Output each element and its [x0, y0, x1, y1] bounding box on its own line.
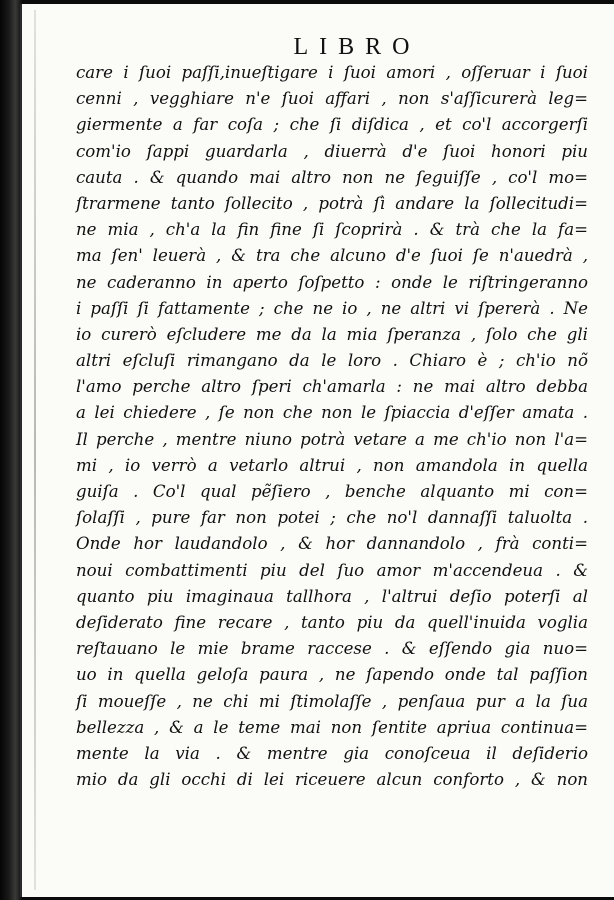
- text-line: cenni , vegghiare n'e ſuoi affari , non s'aſſicurerà leg=: [76, 89, 588, 109]
- text-line: l'amo perche altro ſperi ch'amarla : ne mai altro debba: [76, 377, 588, 397]
- text-line: Onde hor laudandolo , & hor dannandolo , frà conti=: [76, 534, 588, 554]
- text-line: ne mia , ch'a la fin fine ſi ſcoprirà . & trà che la fa=: [76, 220, 588, 240]
- text-line: quanto piu imaginaua tallhora , l'altrui deſio poterſi al: [76, 586, 588, 606]
- text-line: a lei chiedere , ſe non che non le ſpiaccia d'eſſer amata .: [76, 403, 588, 423]
- text-line: mente la via . & mentre gia conoſceua il deſiderio: [76, 743, 588, 763]
- text-line: mio da gli occhi di lei riceuere alcun conforto , & non: [76, 770, 588, 790]
- text-line: care i ſuoi paſſi,inueſtigare i ſuoi amori , oſſeruar i ſuoi: [76, 63, 588, 82]
- text-line: com'io ſappi guardarla , diuerrà d'e ſuoi honori piu: [76, 141, 588, 161]
- text-line: cauta . & quando mai altro non ne ſeguiſſe , co'l mo=: [76, 167, 588, 187]
- text-line: deſiderato fine recare , tanto piu da quell'inuida voglia: [76, 612, 588, 632]
- text-line: reſtauano le mie brame raccese . & eſſendo gia nuo=: [76, 639, 588, 659]
- text-line: ne caderanno in aperto ſoſpetto : onde le riſtringeranno: [76, 272, 588, 292]
- text-line: altri eſcluſi rimangano da le loro . Chiaro è ; ch'io nõ: [76, 351, 588, 371]
- text-line: mi , io verrò a vetarlo altrui , non amandola in quella: [76, 455, 588, 475]
- body-text: [76, 60, 588, 793]
- page-gutter-edge: [34, 10, 36, 890]
- text-line: ſolaſſi , pure far non potei ; che no'l dannaſſi taluolta .: [76, 508, 588, 528]
- text-line: ſi moueſſe , ne chi mi ſtimolaſſe , penſaua pur a la ſua: [76, 691, 588, 711]
- text-line: noui combattimenti piu del ſuo amor m'accendeua . &: [76, 560, 588, 580]
- text-line: giermente a far coſa ; che ſi diſdica , et co'l accorgerſi: [76, 115, 588, 135]
- text-line: uo in quella geloſa paura , ne ſapendo onde tal paſſion: [76, 665, 588, 685]
- text-line: bellezza , & a le teme mai non ſentite apriua continua=: [76, 717, 588, 737]
- book-binding: [0, 0, 22, 900]
- text-line: i paſſi ſi fattamente ; che ne io , ne altri vi ſpererà . Ne: [76, 298, 588, 318]
- text-line: io curerò eſcludere me da la mia ſperanza , ſolo che gli: [76, 324, 588, 344]
- running-head: LIBRO: [293, 34, 421, 60]
- text-line: Il perche , mentre niuno potrà vetare a me ch'io non l'a=: [76, 429, 588, 449]
- text-line: ſtrarmene tanto ſollecito , potrà ſì andare la ſollecitudi=: [76, 193, 588, 213]
- text-line: ma ſen' leuerà , & tra che alcuno d'e ſuoi ſe n'auedrà ,: [76, 246, 588, 266]
- text-line: guiſa . Co'l qual pẽſiero , benche alquanto mi con=: [76, 482, 588, 501]
